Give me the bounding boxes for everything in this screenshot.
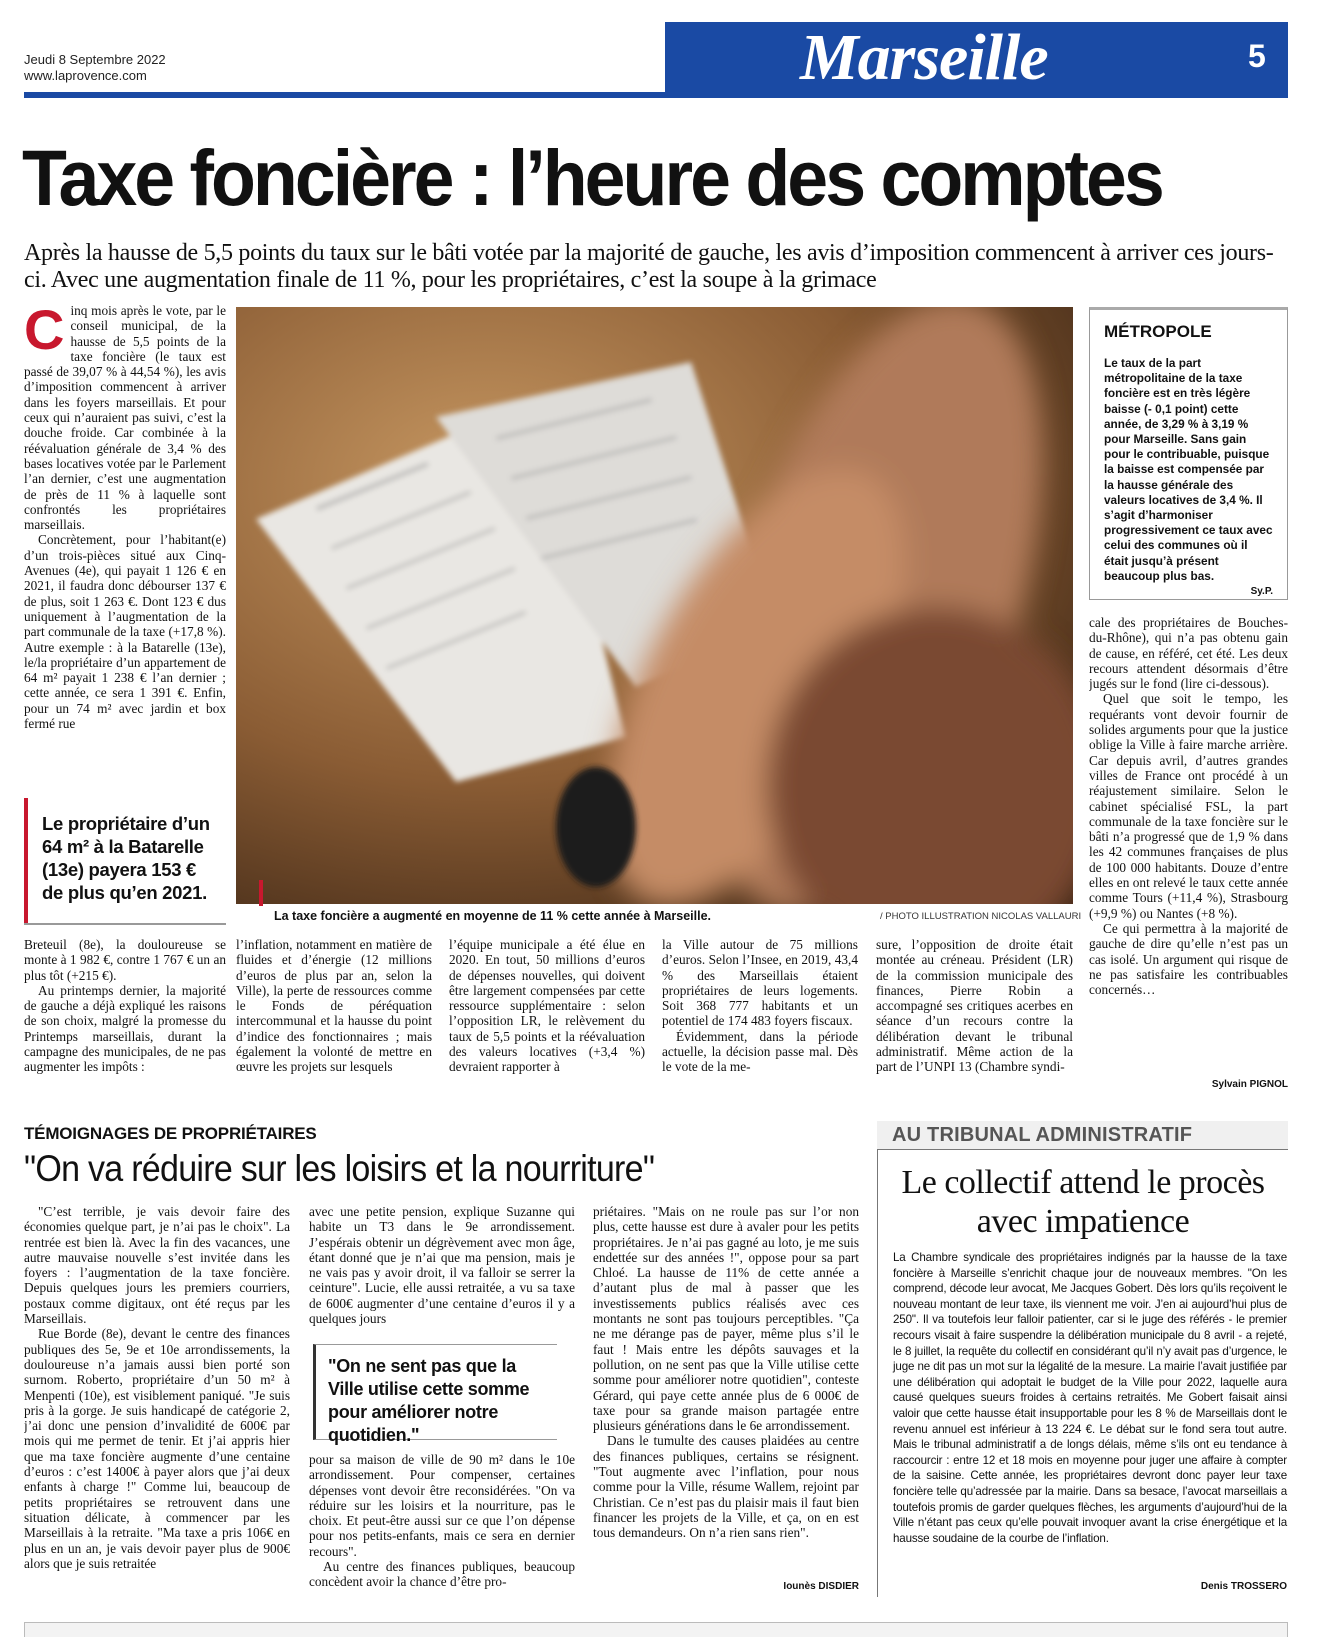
metropole-signature: Sy.P. [1250,586,1273,598]
caption-marker [259,880,263,906]
site-url[interactable]: www.laprovence.com [24,68,147,83]
temoignages-pull-quote: "On ne sent pas que la Ville utilise cette somme pour améliorer notre quotidien." [313,1344,557,1440]
tribunal-kicker: AU TRIBUNAL ADMINISTRATIF [892,1124,1193,1146]
temoignages-column-2-top [309,1204,575,1332]
article-paragraph: Quel que soit le tempo, les requérants vont devoir fournir de solides arguments pour que la justice oblige la Ville à faire marche arrière. Car depuis avril, d’autres grandes villes de France ont procédé à un réajustement similaire. Selon le cabinet spécialisé FSL, la part communale de la taxe foncière sur le bâti n’a progressé que de 1,9 % dans les 42 communes françaises de plus de 100 000 habitants. Douze d’entre elles en ont relevé le taux cette année comme Tours (+11,4 %), Strasbourg (+9,9 %) ou Nantes (+8 %). [1089,691,1288,921]
dropcap: C [24,303,65,361]
article-paragraph: Breteuil (8e), la douloureuse se monte à 1 982 €, contre 1 767 € un an plus tôt (+215 €). [24,937,226,983]
article-paragraph: Ce qui permettra à la majorité de gauche de dire qu’elle n’est pas un cas isolé. Un argument qui risque de ne pas satisfaire les contribuables concernés… [1089,920,1288,998]
date-text: Jeudi 8 Septembre 2022 [24,52,166,67]
metropole-title: MÉTROPOLE [1104,322,1212,341]
article-paragraph: l’inflation, notamment en matière de fluides et d’énergie (12 millions d’euros de plus par an, selon la Ville), la perte de ressources comme le Fonds de péréquation intercommunal et la hausse du point d’indice des fonctionnaires ; mais également la volonté de mettre en œuvre les projets sur lesquels [236,937,432,1075]
article-signature: Sylvain PIGNOL [1211,1079,1288,1090]
section-name: Marseille [800,21,1048,94]
article-paragraph: cale des propriétaires de Bouches-du-Rhône), qui n’a pas obtenu gain de cause, en référé, cet été. Les deux recours attendent désormais d’être jugés sur le fond (lire ci-dessous). [1089,615,1288,692]
article-column-1b [24,937,226,1087]
temoignages-title: "On va réduire sur les loisirs et la nourriture" [24,1148,655,1189]
article-column-3 [449,937,645,1087]
temoignages-paragraph: Au centre des finances publiques, beaucoup concèdent avoir la chance d’être pro- [309,1559,575,1590]
footer-box [24,1622,1288,1637]
temoignages-column-1 [24,1204,290,1597]
temoignages-paragraph: "C’est terrible, je vais devoir faire des économies quelque part, je n’ai pas le choix". La rentrée est bien là. Avec la fin des vacances, une autre mauvaise nouvelle s’est invitée dans les foyers : l’augmentation de la taxe foncière. Depuis quelques jours les premiers courriers, postaux comme digitaux, ont été reçus par les Marseillais. [24,1204,290,1327]
page-date [24,52,166,84]
temoignages-paragraph: priétaires. "Mais on ne roule pas sur l’or non plus, cette hausse est dure à avaler pour les petits propriétaires. Je n’ai pas gagné au loto, je me suis endettée sur des années !", oppose pour sa part Chloé. La hausse de 11% de cette année a d’autant plus de mal à passer que les investissements publics réalisés avec ces montants ne sont pas toujours perceptibles. "Ça ne me dérange pas de payer, même plus s’il le faut ! Mais entre les dépôts sauvages et la pollution, on ne sent pas que la Ville utilise cette somme pour améliorer notre quotidien", conteste Gérard, qui paye cette année plus de 6 000€ de taxe pour sa grande maison partagée entre plusieurs générations dans le 6e arrondissement. [593,1204,859,1434]
article-paragraph: Au printemps dernier, la majorité de gauche a déjà expliqué les raisons de son choix, malgré la promesse du Printemps marseillais, durant la campagne des municipales, de ne pas augmenter les impôts : [24,982,226,1075]
photo-illustration [236,307,1073,904]
article-paragraph: sure, l’opposition de droite était montée au créneau. Président (LR) de la commission municipale des finances, Pierre Robin a accompagné ses critiques acerbes en séance d’un recours contre la délibération devant le tribunal administratif. Même action de la part de l’UNPI 13 (Chambre syndi- [876,937,1073,1075]
page-number: 5 [1248,38,1266,74]
temoignages-kicker: TÉMOIGNAGES DE PROPRIÉTAIRES [24,1124,317,1143]
metropole-text: Le taux de la part métropolitaine de la taxe foncière est en très légère baisse (- 0,1 point) cette année, de 3,29 % à 3,19 % pour Marseille. Sans gain pour le contribuable, puisque la baisse est compensée par la hausse générale des valeurs locatives de 3,4 %. Il s’agit d’harmoniser progressivement ce taux avec celui des communes où il était jusqu’à présent beaucoup plus bas. [1104,356,1273,583]
tribunal-text: La Chambre syndicale des propriétaires indignés par la hausse de la taxe foncière à Marseille s’enrichit chaque jour de nouveaux membres. "On les comprend, décode leur avocat, Me Jacques Gobert. Dès lors qu’ils reçoivent le nouveau montant de leur taxe, ils viennent me voir. J’en ai aujourd’hui plus de 250". Il va toutefois leur falloir patienter, car si le juge des référés - le premier recours visait à faire suspendre la délibération municipale du 8 avril - a rejeté, le 8 juillet, la requête du collectif en considérant qu’il n’y avait pas d’urgence, le juge ne dit pas un mot sur la légalité de la mesure. La mairie l’avait justifiée par une délibération qui adoptait le budget de la Ville pour 2022, laquelle aura causé quelques sueurs froides à certains retraités. Me Gobert faisait ainsi valoir que cette hausse était insupportable pour les 8 % de Marseillais dont le revenu annuel est inférieur à 13 224 €. Le débat sur le fond sera tout autre. Mais le tribunal administratif a de longs délais, même s’ils ont eu tendance à raccourcir : entre 12 et 18 mois en moyenne pour juger une affaire à compter de la saisine. Cette année, les propriétaires devront donc payer leur taxe foncière telle qu’adressée par la mairie. Dans sa besace, l’avocat marseillais a toutefois promis de garder quelques flèches, les arguments d’aujourd’hui de la Ville n’étant pas ceux qu’elle pouvait invoquer avant la crise énergétique et la hausse soudaine de la courbe de l’inflation. [893,1251,1287,1545]
header-rule [24,92,1288,98]
article-column-5 [876,937,1073,1087]
tribunal-signature: Denis TROSSERO [1200,1581,1287,1592]
temoignages-paragraph: Dans le tumulte des causes plaidées au centre des finances publiques, certains se résignent. "Tout augmente avec l’inflation, pour nous comme pour la Ville, résume Wallem, rejoint par Christian. Ce n’est pas du plaisir mais il faut bien financer les projets de la Ville, et ça, on en est tous demandeurs. On n’a rien sans rien". [593,1433,859,1541]
metropole-box [1089,307,1288,600]
article-paragraph: l’équipe municipale a été élue en 2020. En tout, 50 millions d’euros de dépenses nouvelles, qui doivent être largement compensées par cette ressource supplémentaire : selon l’opposition LR, le relèvement du taux de 5,5 points et la réévaluation des valeurs locatives (+3,4 %) devraient rapporter à [449,937,645,1075]
temoignages-column-2-bottom [309,1452,575,1597]
article-paragraph: Évidemment, dans la période actuelle, la décision passe mal. Dès le vote de la me- [662,1028,858,1075]
temoignages-paragraph: Rue Borde (8e), devant le centre des finances publiques des 5e, 9e et 10e arrondissements, la douloureuse n’a jamais aussi bien porté son surnom. Roberto, propriétaire d’un 50 m² à Menpenti (10e), est visiblement paniqué. "Je suis pris à la gorge. Je suis handicapé de catégorie 2, j’ai donc une pension d’invalidité de 600€ par mois qui me permet de tenir. Et j’ai appris hier que ma taxe foncière augmente d’une centaine d’euros : c’est 1400€ à payer alors que j’ai deux enfants à charge !" Comme lui, beaucoup de petits propriétaires se retrouvent dans une situation délicate, à commencer par les Marseillais à la retraite. "Ma taxe a pris 106€ en plus en un an, je vais devoir payer plus de 900€ alors que je suis retraitée [24,1326,290,1571]
standfirst: Après la hausse de 5,5 points du taux sur le bâti votée par la majorité de gauche, les avis d’imposition commencent à arriver ces jours-ci. Avec une augmentation finale de 11 %, pour les propriétaires, c’est la soupe à la grimace [24,240,1274,293]
photo-credit: / PHOTO ILLUSTRATION NICOLAS VALLAURI [880,911,1082,922]
article-column-1 [24,303,226,788]
pull-quote: Le propriétaire d’un 64 m² à la Batarelle (13e) payera 153 € de plus qu’en 2021. [24,798,226,924]
article-column-4 [662,937,858,1087]
temoignages-signature: Iounès DISDIER [783,1581,859,1592]
temoignages-paragraph: pour sa maison de ville de 90 m² dans le 10e arrondissement. Pour compenser, certaines dépenses vont devoir être reconsidérées. "On va réduire sur les loisirs et la nourriture, pas le choix. Et peut-être aussi sur ce que l’on dépense pour nos petits-enfants, mais ce sera en dernier recours". [309,1452,575,1559]
article-paragraph: la Ville autour de 75 millions d’euros. Selon l’Insee, en 2019, 43,4 % des Marseillais étaient propriétaires de leurs logements. Soit 368 777 habitants et un potentiel de 174 483 foyers fiscaux. [662,937,858,1029]
temoignages-paragraph: avec une petite pension, explique Suzanne qui habite un T3 dans le 9e arrondissement. J’espérais obtenir un dégrèvement avec mon âge, étant donné que je n’ai que ma pension, mais je ne vais pas y avoir droit, il va falloir se serrer la ceinture". Lucie, elle aussi retraitée, a vu sa taxe de 600€ augmenter d’une centaine d’euros il y a quelques jours [309,1204,575,1327]
article-column-6 [1089,615,1288,1075]
article-column-2 [236,937,432,1087]
article-text: inq mois après le vote, par le conseil municipal, de la hausse de 5,5 points de la taxe foncière (le taux est passé de 39,07 % à 44,54 %), les avis d’imposition commencent à arriver dans les foyers marseillais. Et pour ceux qui n’auraient pas suivi, c’est la douche froide. Car combinée à la réévaluation générale de 3,4 % des bases locatives votée par le Parlement l’an dernier, c’est une augmentation de près de 11 % à laquelle sont confrontés les propriétaires marseillais. [24,303,226,533]
article-paragraph: Concrètement, pour l’habitant(e) d’un trois-pièces situé aux Cinq-Avenues (4e), qui payait 1 126 € en 2021, il faudra donc débourser 137 € de plus, soit 1 263 €. Dont 123 € dus uniquement à l’augmentation de la part communale de la taxe (+17,8 %). Autre exemple : à la Batarelle (13e), le/la propriétaire d’un appartement de 64 m² payait 1 238 € l’an dernier ; cette année, ce sera 1 391 €. Enfin, pour un 74 m² avec jardin et box fermé rue [24,532,226,732]
pull-quote-rule [24,923,226,925]
tribunal-title: Le collectif attend le procès avec impatience [901,1164,1265,1240]
temoignages-column-3 [593,1204,859,1574]
headline: Taxe foncière : l’heure des comptes [22,133,1162,222]
article-paragraph [24,303,226,532]
photo-caption: La taxe foncière a augmenté en moyenne de 11 % cette année à Marseille. [274,909,711,923]
article-photo [236,307,1073,904]
